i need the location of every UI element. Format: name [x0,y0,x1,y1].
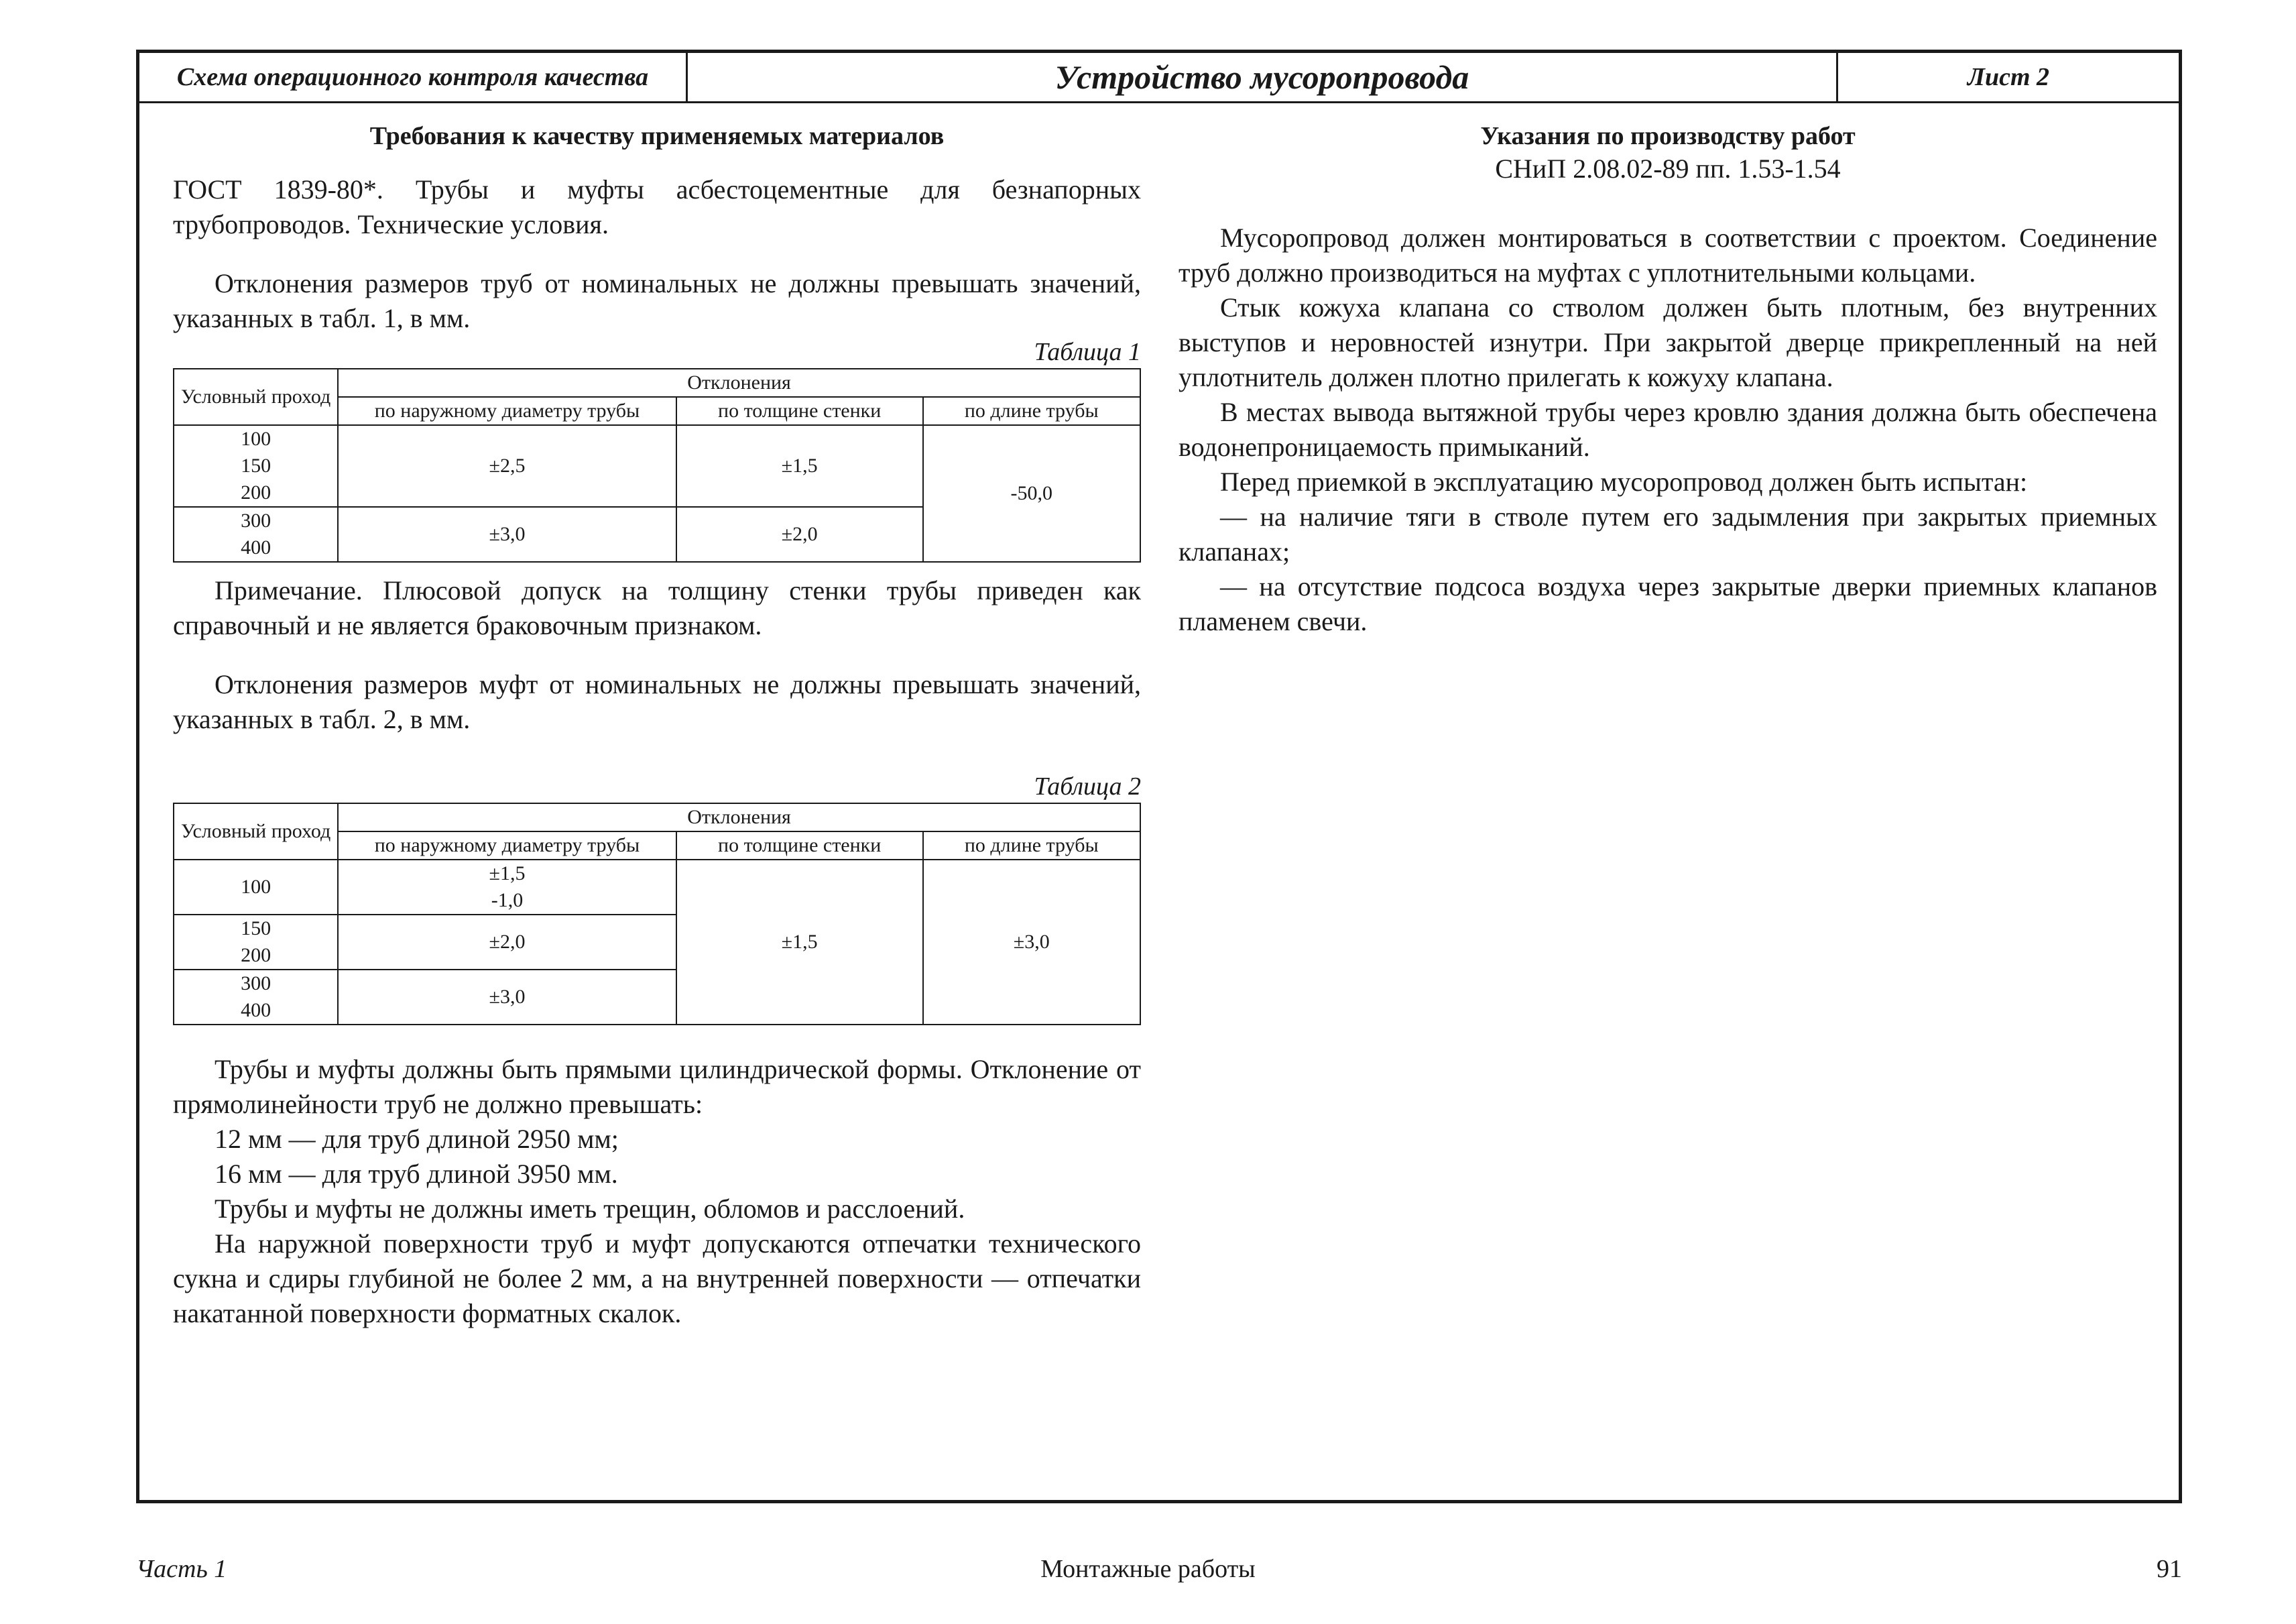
note-paragraph: Примечание. Плюсовой допуск на толщину стенки трубы приведен как справочный и не является браковочным признаком. [173,575,1141,640]
work-paragraph: Перед приемкой в эксплуатацию мусоропровод должен быть испытан: [1220,467,2028,497]
straightness-paragraph: Трубы и муфты должны быть прямыми цилиндрической формы. Отклонение от прямолинейности труб не должно превышать: [173,1054,1141,1119]
straightness-item: 12 мм — для труб длиной 2950 мм; [215,1124,619,1154]
table2-length-cell: ±3,0 [923,860,1140,1025]
gost-paragraph: ГОСТ 1839-80*. Трубы и муфты асбестоцементные для безнапорных трубопроводов. Технические условия. [173,174,1141,239]
table-row [174,425,1140,507]
work-paragraph: — на наличие тяги в стволе путем его задымления при закрытых приемных клапанах; [1179,502,2157,567]
right-section-subtitle: СНиП 2.08.02-89 пп. 1.53-1.54 [1495,154,1841,184]
pipe-deviation-paragraph: Отклонения размеров труб от номинальных не должны превышать значений, указанных в табл. 1, в мм. [173,268,1141,333]
table2-outer-cell: ±2,0 [338,915,676,970]
page-frame [136,50,2182,1503]
table2-head-wall: по толщине стенки [676,831,923,860]
pass-value: 200 [241,944,271,966]
left-section-title: Требования к качеству применяемых материалов [369,122,945,150]
table2-pass-cell: 100 [174,860,338,915]
table1-pass-cell [174,425,338,507]
table2-pass-cell [174,915,338,970]
pass-value: 300 [241,972,271,994]
footer-page-number: 91 [2157,1555,2182,1583]
header-scheme: Схема операционного контроля качества [139,53,688,101]
table1-wall-cell: ±2,0 [676,507,923,562]
work-paragraph: Стык кожуха клапана со стволом должен быть плотным, без внутренних выступов и неровностей изнутри. При закрытой дверце прикрепленный на ней уплотнитель должен плотно прилегать к кожуху клапана. [1179,292,2157,392]
coupling-deviation-paragraph: Отклонения размеров муфт от номинальных не должны превышать значений, указанных в табл. 2, в мм. [173,669,1141,734]
table1-head-length: по длине трубы [923,397,1140,425]
pass-value: 300 [241,510,271,532]
header [139,53,2179,103]
table2-outer-cell: ±3,0 [338,970,676,1025]
pass-value: 100 [241,428,271,450]
table1-head-pass: Условный проход [174,369,338,425]
header-title: Устройство мусоропровода [688,53,1838,101]
surface-paragraph: На наружной поверхности труб и муфт допускаются отпечатки технического сукна и сдиры глубиной не более 2 мм, а на внутренней поверхности — отпечатки накатанной поверхности форматных скалок. [173,1228,1141,1328]
table2 [173,803,1141,1025]
work-paragraph: Мусоропровод должен монтироваться в соответствии с проектом. Соединение труб должно производиться на муфтах с уплотнительными кольцами. [1179,223,2157,288]
table2-wall-cell: ±1,5 [676,860,923,1025]
table1 [173,368,1141,563]
table-row [174,860,1140,915]
outer-value: ±1,5 [489,862,526,884]
table1-head-outer: по наружному диаметру трубы [338,397,676,425]
table2-head-dev: Отклонения [338,803,1140,831]
pass-value: 400 [241,999,271,1021]
defects-paragraph: Трубы и муфты не должны иметь трещин, обломов и расслоений. [215,1194,965,1224]
table1-outer-cell: ±2,5 [338,425,676,507]
pass-value: 400 [241,536,271,559]
footer-part: Часть 1 [136,1555,227,1583]
work-paragraph: В местах вывода вытяжной трубы через кровлю здания должна быть обеспечена водонепроницаемость примыканий. [1179,397,2157,462]
table1-head-dev: Отклонения [338,369,1140,397]
left-column [173,120,1141,1331]
table1-outer-cell: ±3,0 [338,507,676,562]
table2-outer-cell [338,860,676,915]
table1-wall-cell: ±1,5 [676,425,923,507]
table1-caption: Таблица 1 [1034,338,1141,366]
table2-head-length: по длине трубы [923,831,1140,860]
header-sheet: Лист 2 [1967,63,2050,91]
table1-pass-cell [174,507,338,562]
straightness-item: 16 мм — для труб длиной 3950 мм. [215,1159,618,1189]
outer-value: -1,0 [491,889,524,911]
pass-value: 150 [241,917,271,939]
pass-value: 200 [241,481,271,504]
table2-head-outer: по наружному диаметру трубы [338,831,676,860]
table1-length-cell: -50,0 [923,425,1140,562]
work-paragraph: — на отсутствие подсоса воздуха через закрытые дверки приемных клапанов пламенем свечи. [1179,571,2157,636]
table2-pass-cell [174,970,338,1025]
table2-head-pass: Условный проход [174,803,338,860]
footer-section: Монтажные работы [1040,1555,1256,1583]
table2-caption: Таблица 2 [1034,772,1141,801]
right-column [1179,120,2157,639]
table1-head-wall: по толщине стенки [676,397,923,425]
pass-value: 150 [241,455,271,477]
right-section-title: Указания по производству работ [1480,122,1856,150]
